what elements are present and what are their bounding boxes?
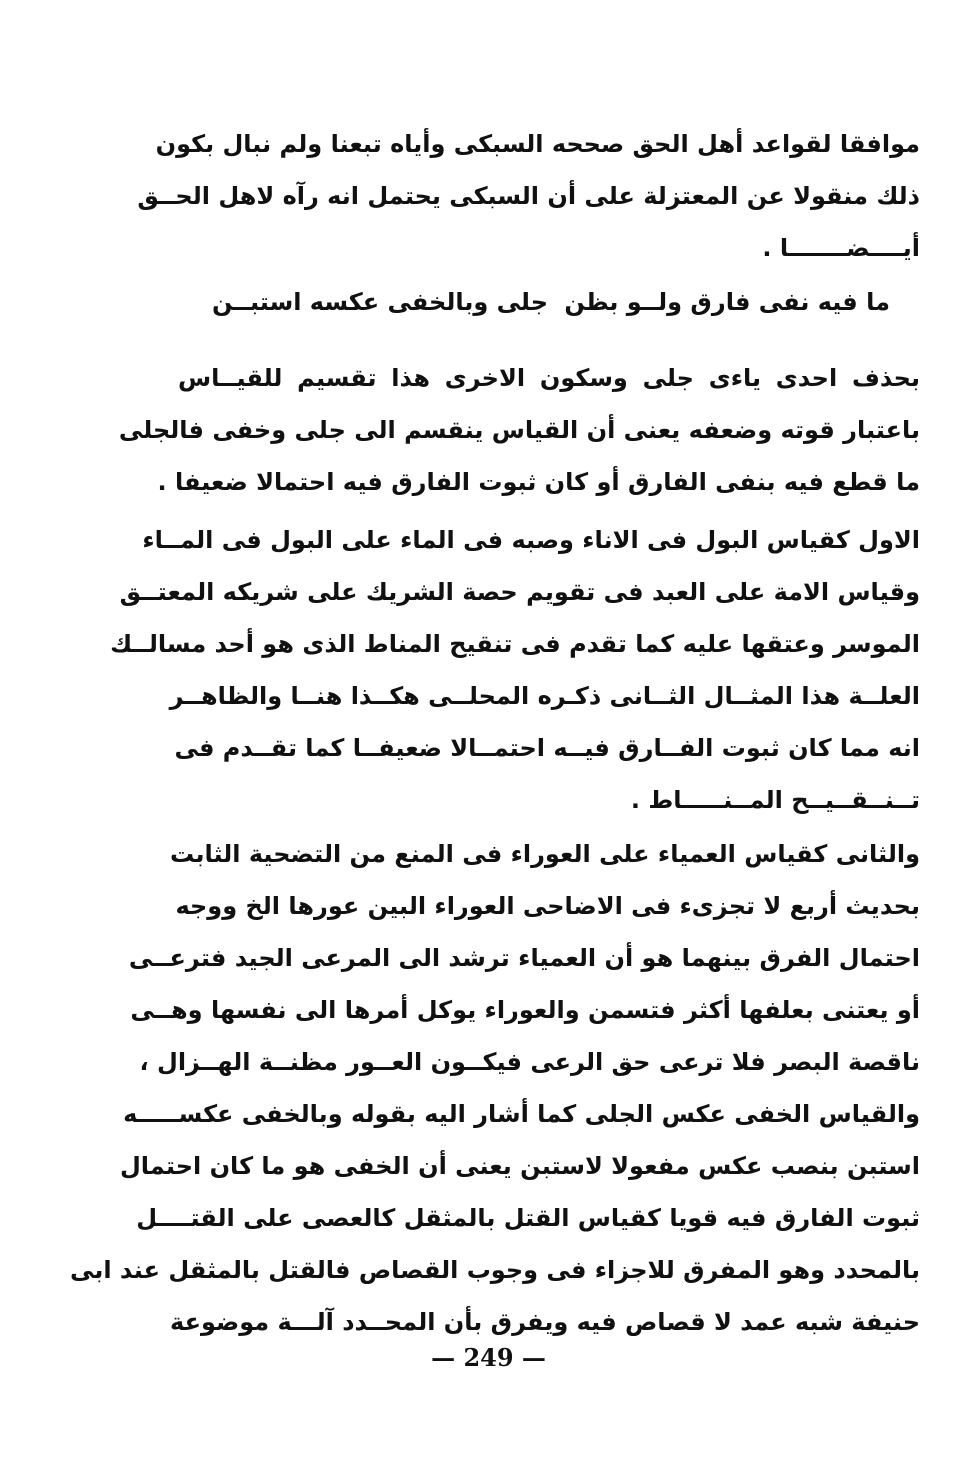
text-line: أو يعتنى بعلفها أكثر فتسمن والعوراء يوكل أمرها الى نفسها وهــى <box>130 996 920 1024</box>
text-line: ما قطع فيه بنفى الفارق أو كان ثبوت الفارق فيه احتمالا ضعيفا . <box>157 468 920 496</box>
text-line: تــنــقــيــح المــنـــــاط . <box>630 786 920 814</box>
verse-first-hemistich: ما فيه نفى فارق ولــو بظن <box>564 288 890 316</box>
verse-second-hemistich: جلى وبالخفى عكسه استبــن <box>212 288 548 316</box>
paragraph-1 <box>137 118 920 274</box>
paragraph-4 <box>70 828 920 1348</box>
text-line: والقياس الخفى عكس الجلى كما أشار اليه بقوله وبالخفى عكســـــه <box>123 1100 920 1128</box>
text-line: موافقا لقواعد أهل الحق صححه السبكى وأياه تبعنا ولم نبال بكون <box>155 130 920 158</box>
page-number: — 249 — <box>431 1343 546 1372</box>
text-line: بحديث أربع لا تجزىء فى الاضاحى العوراء البين عورها الخ ووجه <box>175 892 920 920</box>
text-line: الاول كقياس البول فى الاناء وصبه فى الماء على البول فى المــاء <box>142 526 920 554</box>
text-line: احتمال الفرق بينهما هو أن العمياء ترشد الى المرعى الجيد فترعــى <box>128 944 920 972</box>
paragraph-2 <box>118 352 920 508</box>
text-line: أيــــضـــــــا . <box>762 234 920 262</box>
text-line: وقياس الامة على العبد فى تقويم حصة الشريك على شريكه المعتــق <box>119 578 920 606</box>
text-line: والثانى كقياس العمياء على العوراء فى المنع من التضحية الثابت <box>170 840 920 868</box>
text-line: العلــة هذا المثــال الثــانى ذكـره المحلــى هكــذا هنــا والظاهــر <box>169 682 920 710</box>
text-line: ثبوت الفارق فيه قويا كقياس القتل بالمثقل كالعصى على القتــــل <box>136 1204 920 1232</box>
text-line: ذلك منقولا عن المعتزلة على أن السبكى يحتمل انه رآه لاهل الحــق <box>137 182 920 210</box>
text-line: الموسر وعتقها عليه كما تقدم فى تنقيح المناط الذى هو أحد مسالــك <box>110 630 920 658</box>
text-line: استبن بنصب عكس مفعولا لاستبن يعنى أن الخفى هو ما كان احتمال <box>119 1152 920 1180</box>
text-line: ناقصة البصر فلا ترعى حق الرعى فيكــون العــور مظنــة الهــزال ، <box>139 1048 920 1076</box>
paragraph-3 <box>110 514 920 826</box>
text-line: بحذف احدى ياءى جلى وسكون الاخرى هذا تقسيم للقيــاس <box>178 364 920 392</box>
text-line: بالمحدد وهو المفرق للاجزاء فى وجوب القصاص فالقتل بالمثقل عند ابى <box>70 1256 920 1284</box>
verse-line <box>178 276 920 328</box>
text-line: حنيفة شبه عمد لا قصاص فيه ويفرق بأن المحــدد آلـــة موضوعة <box>170 1308 920 1336</box>
text-line: انه مما كان ثبوت الفــارق فيــه احتمــالا ضعيفــا كما تقــدم فى <box>174 734 920 762</box>
text-line: باعتبار قوته وضعفه يعنى أن القياس ينقسم الى جلى وخفى فالجلى <box>118 416 920 444</box>
